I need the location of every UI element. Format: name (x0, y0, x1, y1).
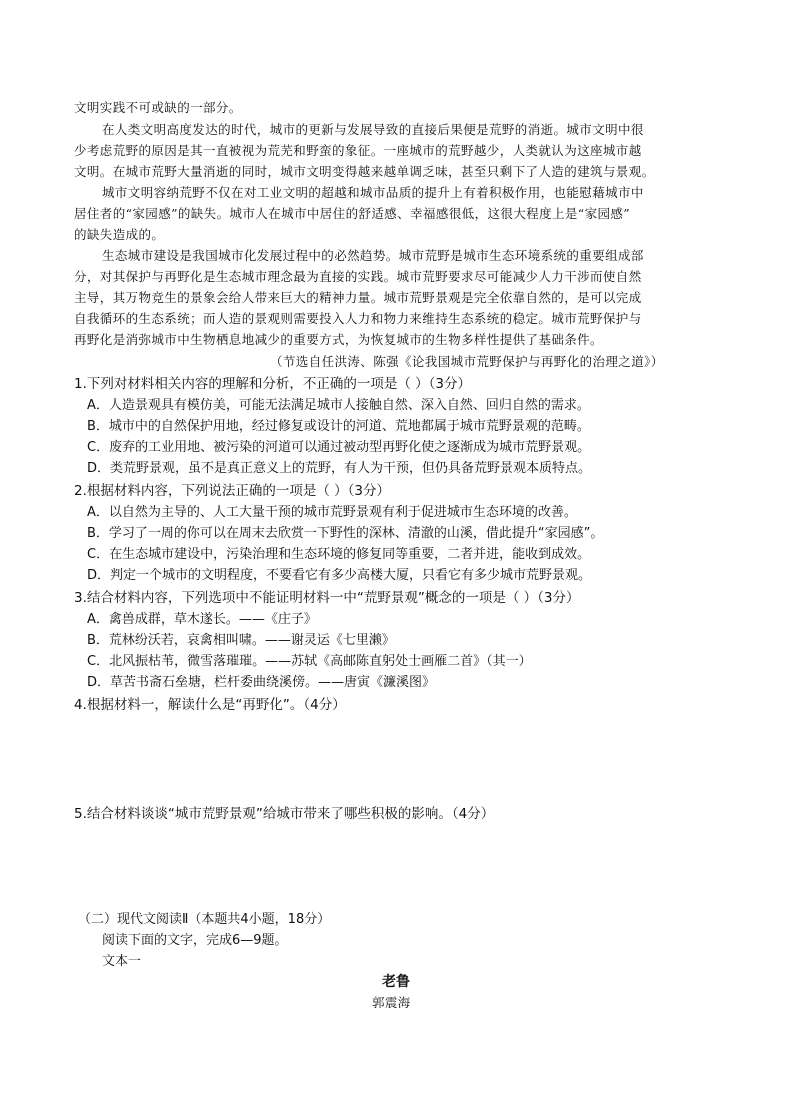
passage-line: 自我循环的生态系统；而人造的景观则需要投入人力和物力来维持生态系统的稳定。城市荒野保护与 (74, 311, 642, 326)
passage-line: 再野化是消弥城市中生物栖息地减少的重要方式，为恢复城市的生物多样性提供了基础条件。 (74, 332, 603, 347)
question-option: A．人造景观具有模仿美，可能无法满足城市人接触自然、深入自然、回归自然的需求。 (87, 398, 590, 413)
article-author: 郭震海 (372, 995, 411, 1010)
question-stem: 3.结合材料内容，下列选项中不能证明材料一中“荒野景观”概念的一项是（ ）（3分） (74, 590, 580, 606)
passage-line: 居住者的“家园感”的缺失。城市人在城市中居住的舒适感、幸福感很低，这很大程度上是“家园感” (74, 206, 631, 221)
passage-line: 少考虑荒野的原因是其一直被视为荒芜和野蛮的象征。一座城市的荒野越少，人类就认为这座城市越 (74, 143, 642, 158)
section-heading: （二）现代文阅读Ⅱ（本题共4小题，18分） (78, 912, 331, 927)
question-option: C．废弃的工业用地、被污染的河道可以通过被动型再野化使之逐渐成为城市荒野景观。 (87, 440, 591, 455)
question-option: C．在生态城市建设中，污染治理和生态环境的修复同等重要，二者并进，能收到成效。 (87, 547, 591, 562)
question-option: B．荒林纷沃若，哀禽相叫啸。——谢灵运《七里濑》 (87, 633, 395, 648)
text-label: 文本一 (102, 954, 142, 969)
question-option: A．以自然为主导的、人工大量干预的城市荒野景观有利于促进城市生态环境的改善。 (87, 505, 577, 520)
question-stem: 4.根据材料一，解读什么是“再野化”。（4分） (74, 697, 346, 713)
passage-source: （节选自任洪涛、陈强《论我国城市荒野保护与再野化的治理之道》） (270, 354, 664, 369)
question-stem: 1.下列对材料相关内容的理解和分析，不正确的一项是（ ）（3分） (74, 376, 472, 392)
passage-line: 城市文明容纳荒野不仅在对工业文明的超越和城市品质的提升上有着积极作用，也能慰藉城市中 (102, 185, 644, 200)
question-option: D．类荒野景观，虽不是真正意义上的荒野，有人为干预，但仍具备荒野景观本质特点。 (87, 461, 592, 476)
question-option: B．城市中的自然保护用地，经过修复或设计的河道、荒地都属于城市荒野景观的范畴。 (87, 419, 590, 434)
passage-line: 生态城市建设是我国城市化发展过程中的必然趋势。城市荒野是城市生态环境系统的重要组成部 (102, 248, 644, 263)
passage-line: 文明实践不可或缺的一部分。 (74, 100, 242, 115)
question-option: D．草苦书斋石垒塘，栏杆委曲绕溪傍。——唐寅《濂溪图》 (87, 675, 436, 690)
question-option: D．判定一个城市的文明程度，不要看它有多少高楼大厦，只看它有多少城市荒野景观。 (87, 568, 592, 583)
question-option: A．禽兽成群，草木遂长。——《庄子》 (87, 612, 317, 627)
question-option: B．学习了一周的你可以在周末去欣赏一下野性的深林、清澈的山溪，借此提升“家园感”。 (87, 526, 604, 541)
article-title: 老鲁 (382, 974, 410, 990)
passage-line: 的缺失造成的。 (74, 227, 165, 242)
passage-line: 分，对其保护与再野化是生态城市理念最为直接的实践。城市荒野要求尽可能减少人力干涉而使自然 (74, 269, 642, 284)
passage-line: 主导，其万物竞生的景象会给人带来巨大的精神力量。城市荒野景观是完全依靠自然的，是可以完成 (74, 290, 642, 305)
question-option: C．北风振枯苇，微雪落璀璀。——苏轼《高邮陈直躬处士画雁二首》（其一） (87, 654, 532, 669)
section-instruction: 阅读下面的文字，完成6—9题。 (102, 933, 288, 948)
passage-line: 文明。在城市荒野大量消逝的同时，城市文明变得越来越单调乏味，甚至只剩下了人造的建筑与景观。 (74, 164, 655, 179)
question-stem: 5.结合材料谈谈“城市荒野景观”给城市带来了哪些积极的影响。（4分） (74, 806, 495, 822)
passage-line: 在人类文明高度发达的时代，城市的更新与发展导致的直接后果便是荒野的消逝。城市文明中很 (102, 122, 644, 137)
question-stem: 2.根据材料内容，下列说法正确的一项是（ ）（3分） (74, 483, 391, 499)
